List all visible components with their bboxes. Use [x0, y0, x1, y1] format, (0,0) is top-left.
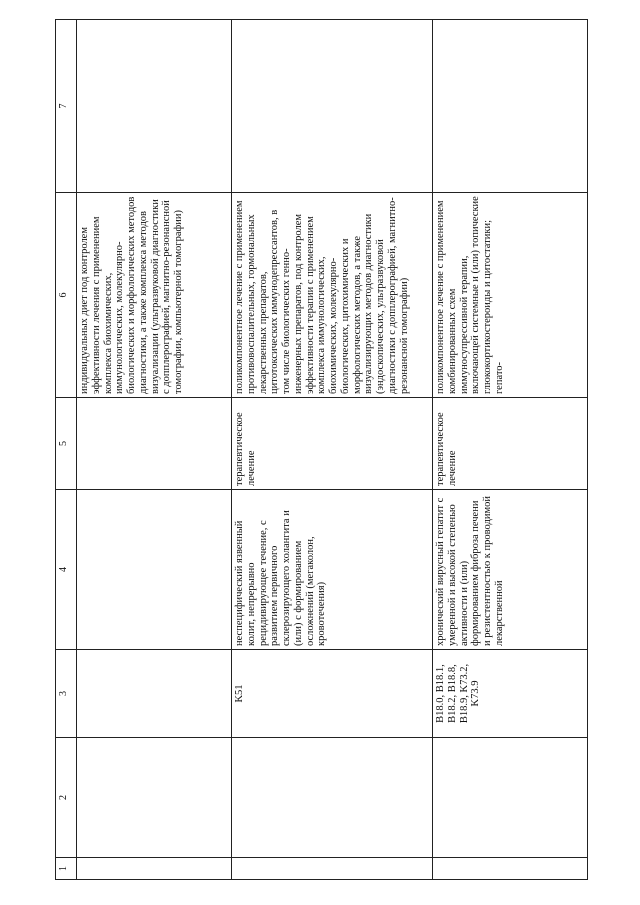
cell-profile	[232, 738, 433, 858]
header-row	[56, 20, 77, 880]
cell-number	[232, 858, 433, 880]
cell-number	[77, 858, 232, 880]
header-cell: 5	[56, 398, 77, 490]
cell-treatment-method: поликомпонентное лечение с применением комбинированных схем иммуносупрессивной терапии, включающей системные и (или) топические глюкокортикостероиды и цитостатики; гепато-	[433, 193, 588, 398]
header-cell: 4	[56, 490, 77, 650]
cell-treatment-type: терапевтическое лечение	[433, 398, 588, 490]
cell-patient-model	[77, 490, 232, 650]
treatment-table	[55, 19, 588, 880]
cell-icd-code	[77, 650, 232, 738]
cell-profile	[77, 738, 232, 858]
cell-cost	[77, 20, 232, 193]
cell-treatment-method: поликомпонентное лечение с применением противовоспалительных, гормональных лекарственных препаратов, цитотоксических иммунодепрессантов, в том числе биологических генно-инженерных препаратов, под контролем эффективности терапии с применением комплекса иммунологических, биохимических, молекулярно-биологических, цитохимических и морфологических методов, а также визуализирующих методов диагностики (эндоскопических, ультразвуковой диагностики с допплерографией, магнитно-резонансной томографии)	[232, 193, 433, 398]
cell-icd-code: K51	[232, 650, 433, 738]
cell-treatment-method: индивидуальных диет под контролем эффективности лечения с применением комплекса биохимических, иммунологических, молекулярно-биологических и морфологических методов диагностики, а также комплекса методов визуализации (ультразвуковой диагностики с допплерографией, магнитно-резонансной томографии, компьютерной томографии)	[77, 193, 232, 398]
cell-cost	[433, 20, 588, 193]
cell-patient-model: неспецифический язвенный колит, непрерывно рецидивирующее течение, с развитием первичного склерозирующего холангита и (или) с формированием осложнений (мегаколон, кровотечения)	[232, 490, 433, 650]
header-cell: 1	[56, 858, 77, 880]
header-cell: 6	[56, 193, 77, 398]
cell-cost	[232, 20, 433, 193]
header-cell: 3	[56, 650, 77, 738]
rotated-table-area	[55, 20, 620, 880]
cell-profile	[433, 738, 588, 858]
table-row	[433, 20, 588, 880]
cell-patient-model: хронический вирусный гепатит с умеренной и высокой степенью активности и (или) формированием фиброза печени и резистентностью к проводимой лекарственной	[433, 490, 588, 650]
table-row	[77, 20, 232, 880]
cell-icd-code: B18.0, B18.1, B18.2, B18.8, B18.9, K73.2, K73.9	[433, 650, 588, 738]
header-cell: 2	[56, 738, 77, 858]
header-cell: 7	[56, 20, 77, 193]
cell-number	[433, 858, 588, 880]
table-row	[232, 20, 433, 880]
cell-treatment-type: терапевтическое лечение	[232, 398, 433, 490]
cell-treatment-type	[77, 398, 232, 490]
